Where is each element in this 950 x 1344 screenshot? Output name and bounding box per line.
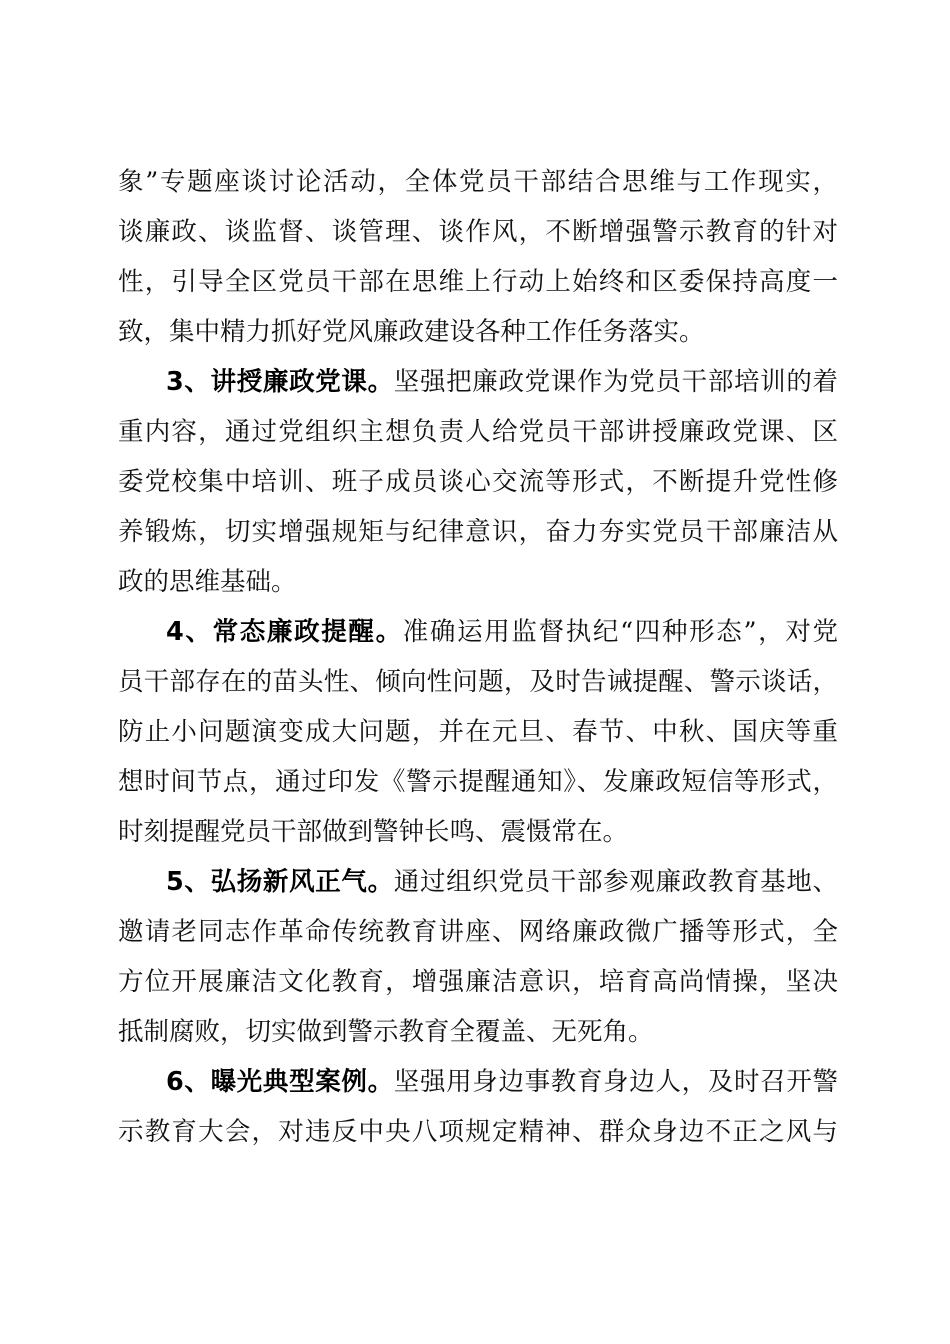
paragraph-item-5 <box>118 857 838 1057</box>
item-text: 坚强用身边事教育身边人，及时召开警 <box>393 1067 838 1097</box>
text-line <box>118 857 838 907</box>
text-line <box>118 357 838 407</box>
text-line: 方位开展廉洁文化教育，增强廉洁意识，培育高尚情操，坚决 <box>118 967 838 997</box>
text-line: 想时间节点，通过印发《警示提醒通知》、发廉政短信等形式， <box>118 767 838 797</box>
text-line: 谈廉政、谈监督、谈管理、谈作风，不断增强警示教育的针对 <box>118 217 838 247</box>
item-heading: 3、讲授廉政党课。 <box>166 367 394 397</box>
item-text: 坚强把廉政党课作为党员干部培训的着 <box>393 367 838 397</box>
text-line: 时刻提醒党员干部做到警钟长鸣、震慑常在。 <box>118 817 629 847</box>
paragraph-item-4 <box>118 607 838 857</box>
text-line: 邀请老同志作革命传统教育讲座、网络廉政微广播等形式，全 <box>118 917 838 947</box>
text-line: 重内容，通过党组织主想负责人给党员干部讲授廉政党课、区 <box>118 417 838 447</box>
item-heading: 5、弘扬新风正气。 <box>166 867 394 897</box>
text-line: 员干部存在的苗头性、倾向性问题，及时告诫提醒、警示谈话， <box>118 667 838 697</box>
text-line <box>118 607 838 657</box>
text-line: 养锻炼，切实增强规矩与纪律意识，奋力夯实党员干部廉洁从 <box>118 517 838 547</box>
paragraph-item-3 <box>118 357 838 607</box>
text-line: 象”专题座谈讨论活动，全体党员干部结合思维与工作现实， <box>118 167 838 197</box>
item-text: 通过组织党员干部参观廉政教育基地、 <box>393 867 838 897</box>
text-line: 致，集中精力抓好党风廉政建设各种工作任务落实。 <box>118 317 705 347</box>
text-line: 性，引导全区党员干部在思维上行动上始终和区委保持高度一 <box>118 267 838 297</box>
text-line: 委党校集中培训、班子成员谈心交流等形式，不断提升党性修 <box>118 467 838 497</box>
text-line: 示教育大会，对违反中央八项规定精神、群众身边不正之风与 <box>118 1117 838 1147</box>
text-line <box>118 1057 838 1107</box>
item-text: 准确运用监督执纪“四种形态”，对党 <box>402 617 838 647</box>
item-heading: 4、常态廉政提醒。 <box>166 617 403 647</box>
paragraph-continuation <box>118 157 838 357</box>
text-line: 政的思维基础。 <box>118 567 297 597</box>
document-body <box>118 157 838 1157</box>
text-line: 防止小问题演变成大问题，并在元旦、春节、中秋、国庆等重 <box>118 717 838 747</box>
paragraph-item-6 <box>118 1057 838 1157</box>
text-line: 抵制腐败，切实做到警示教育全覆盖、无死角。 <box>118 1017 654 1047</box>
item-heading: 6、曝光典型案例。 <box>166 1067 394 1097</box>
